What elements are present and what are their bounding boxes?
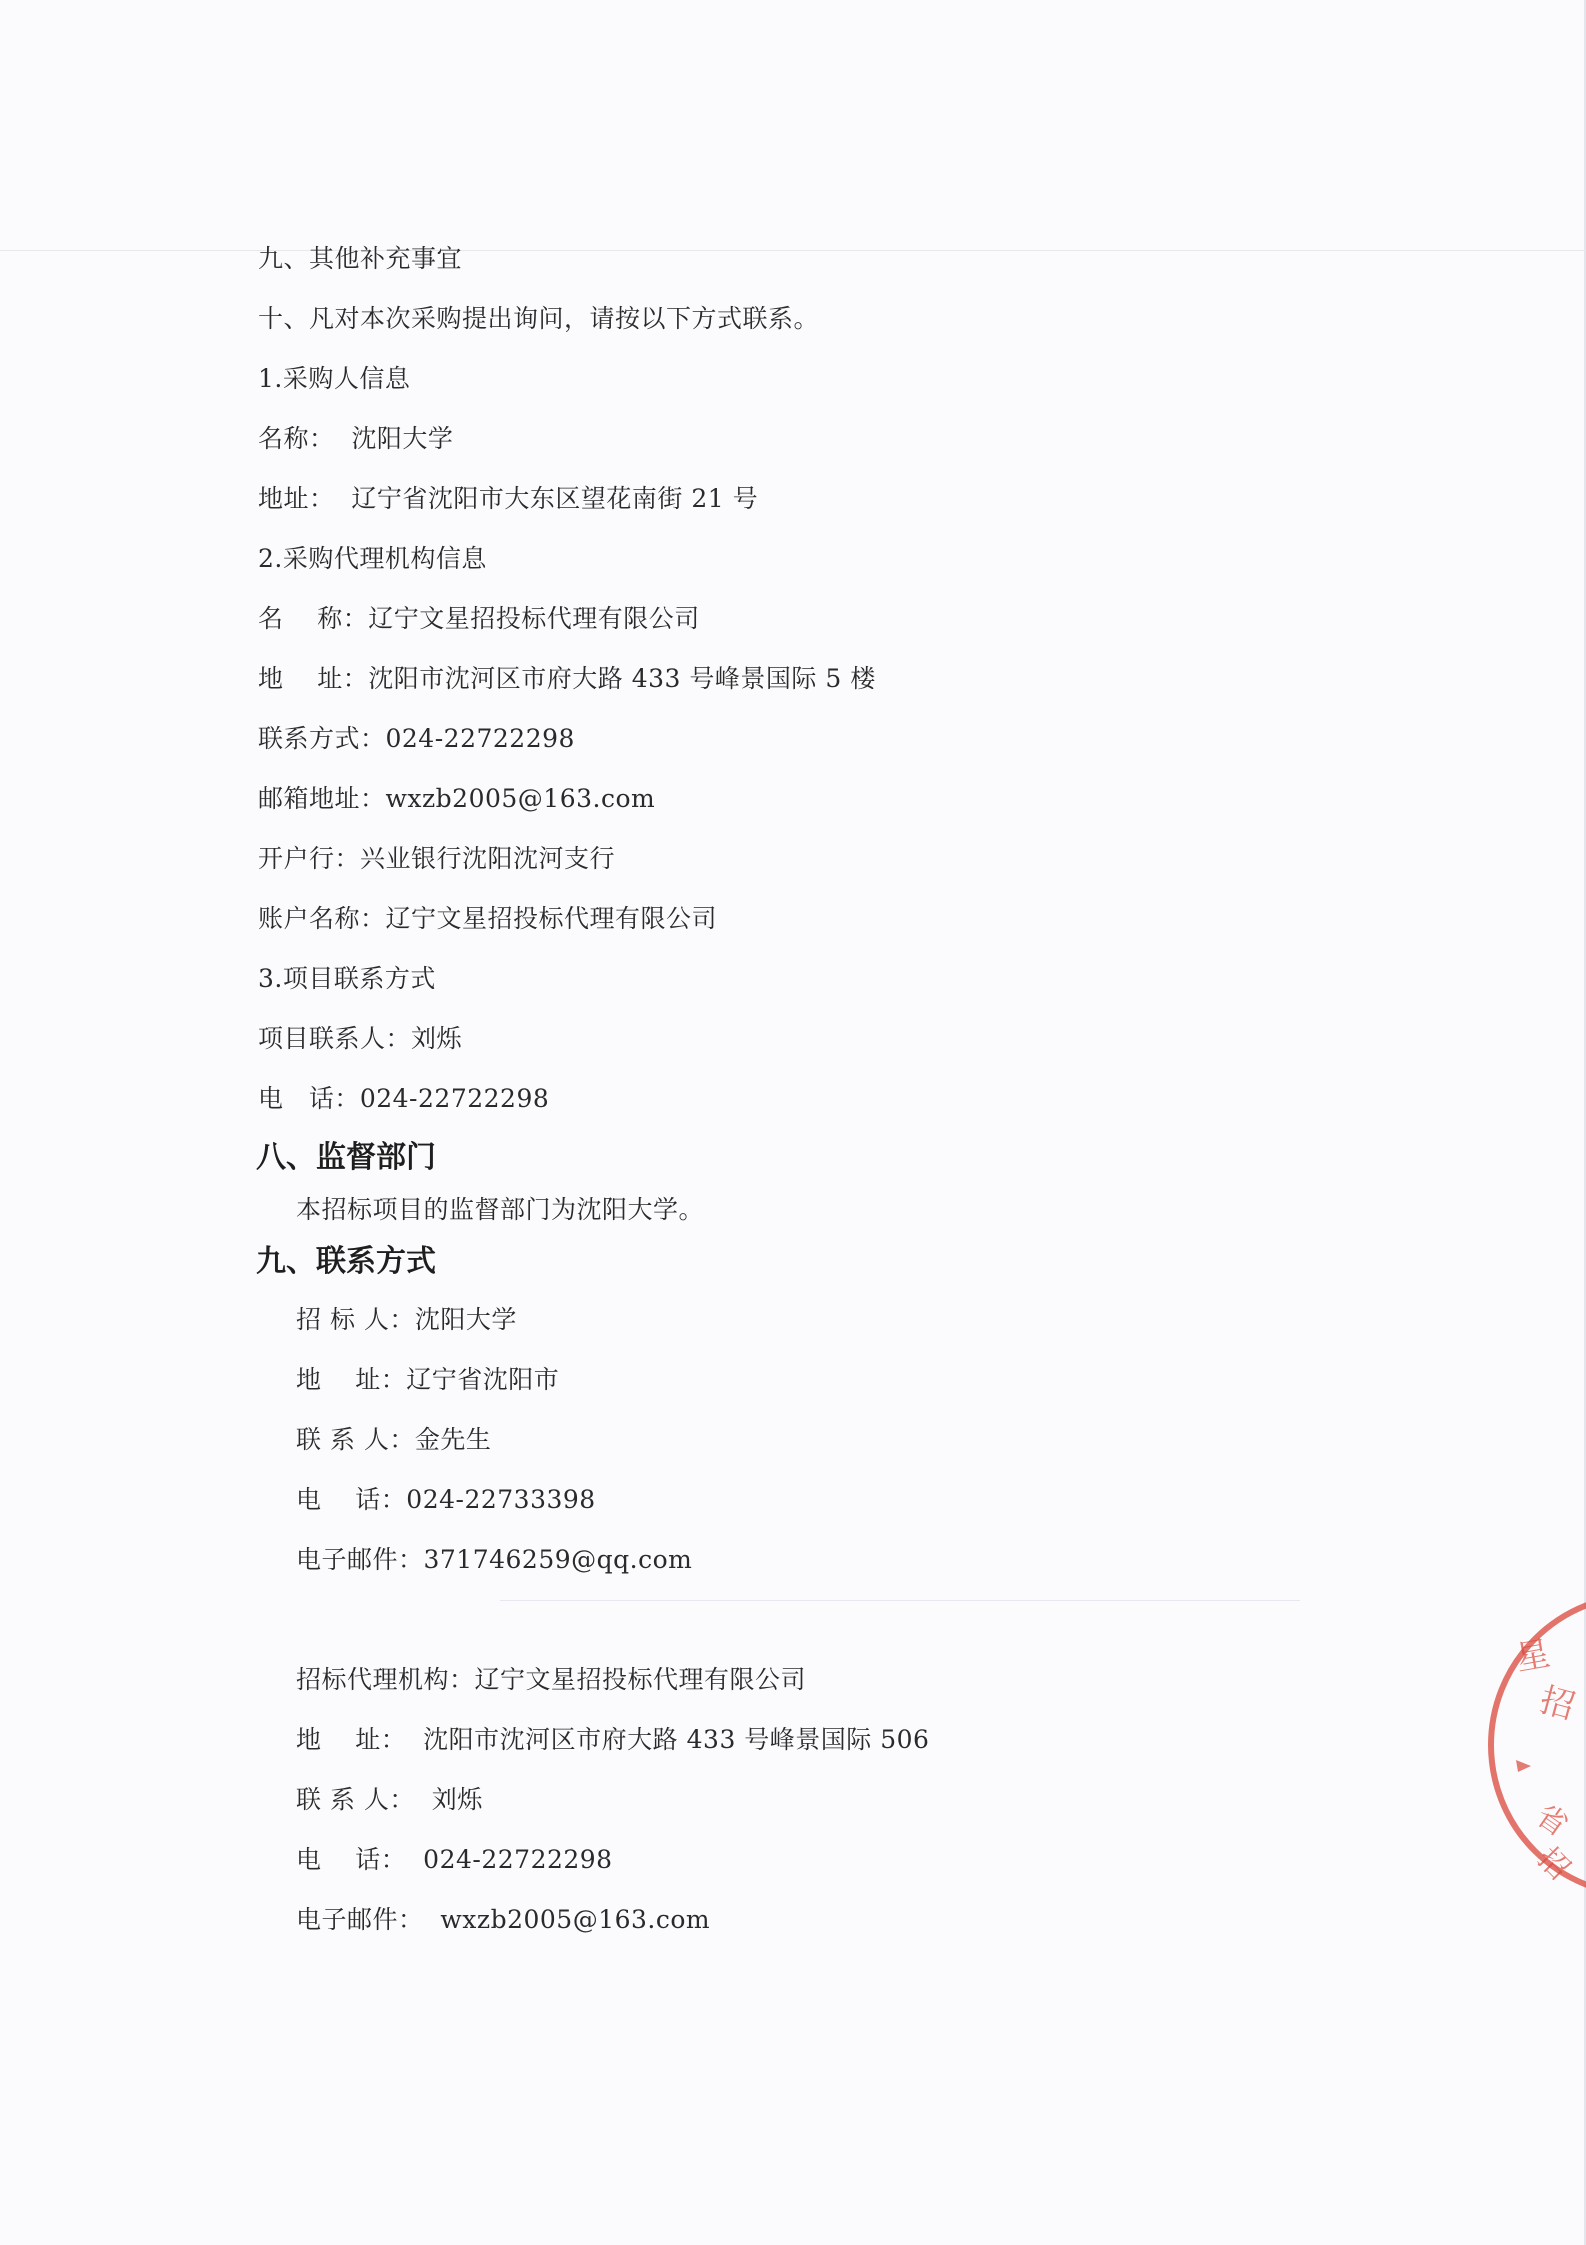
- agency-heading: 2.采购代理机构信息: [258, 544, 487, 573]
- purchaser-heading: 1.采购人信息: [258, 364, 411, 393]
- scan-line: [500, 1600, 1300, 1601]
- agency-email: 邮箱地址：wxzb2005@163.com: [258, 784, 656, 813]
- purchaser-name: 名称： 沈阳大学: [258, 424, 454, 453]
- supplement-item-10: 十、凡对本次采购提出询问，请按以下方式联系。: [258, 304, 820, 333]
- company-seal-image: [1476, 1580, 1586, 1910]
- svg-text:招: 招: [1530, 1840, 1577, 1887]
- agency-name: 名 称：辽宁文星招投标代理有限公司: [258, 604, 700, 633]
- tenderer-phone: 电 话：024-22733398: [296, 1485, 596, 1514]
- tenderer-name: 招 标 人：沈阳大学: [296, 1305, 517, 1334]
- project-contact-person: 项目联系人：刘烁: [258, 1024, 463, 1053]
- agency-bank: 开户行：兴业银行沈阳沈河支行: [258, 844, 616, 873]
- agency-account: 账户名称：辽宁文星招投标代理有限公司: [258, 904, 718, 933]
- tenderer-email: 电子邮件：371746259@qq.com: [296, 1545, 693, 1574]
- svg-text:省: 省: [1529, 1797, 1575, 1844]
- svg-text:招: 招: [1535, 1680, 1579, 1728]
- tender-agency-contact: 联 系 人： 刘烁: [296, 1785, 483, 1814]
- purchaser-address: 地址： 辽宁省沈阳市大东区望花南街 21 号: [258, 484, 759, 513]
- tenderer-contact: 联 系 人：金先生: [296, 1425, 492, 1454]
- tender-agency-name: 招标代理机构：辽宁文星招投标代理有限公司: [296, 1665, 807, 1694]
- scan-line: [0, 250, 1586, 251]
- project-heading: 3.项目联系方式: [258, 964, 436, 993]
- svg-text:星: 星: [1512, 1633, 1554, 1679]
- tender-agency-address: 地 址： 沈阳市沈河区市府大路 433 号峰景国际 506: [296, 1725, 930, 1754]
- tenderer-address: 地 址：辽宁省沈阳市: [296, 1365, 560, 1394]
- agency-contact: 联系方式：024-22722298: [258, 724, 575, 753]
- project-phone: 电 话：024-22722298: [258, 1084, 550, 1113]
- supplement-item-9: 九、其他补充事宜: [258, 244, 463, 273]
- agency-address: 地 址：沈阳市沈河区市府大路 433 号峰景国际 5 楼: [258, 664, 876, 693]
- tender-agency-email: 电子邮件： wxzb2005@163.com: [296, 1905, 711, 1934]
- contact-heading: 九、联系方式: [256, 1244, 436, 1279]
- supervision-text: 本招标项目的监督部门为沈阳大学。: [296, 1195, 705, 1224]
- supervision-heading: 八、监督部门: [256, 1140, 436, 1175]
- tender-agency-phone: 电 话： 024-22722298: [296, 1845, 613, 1874]
